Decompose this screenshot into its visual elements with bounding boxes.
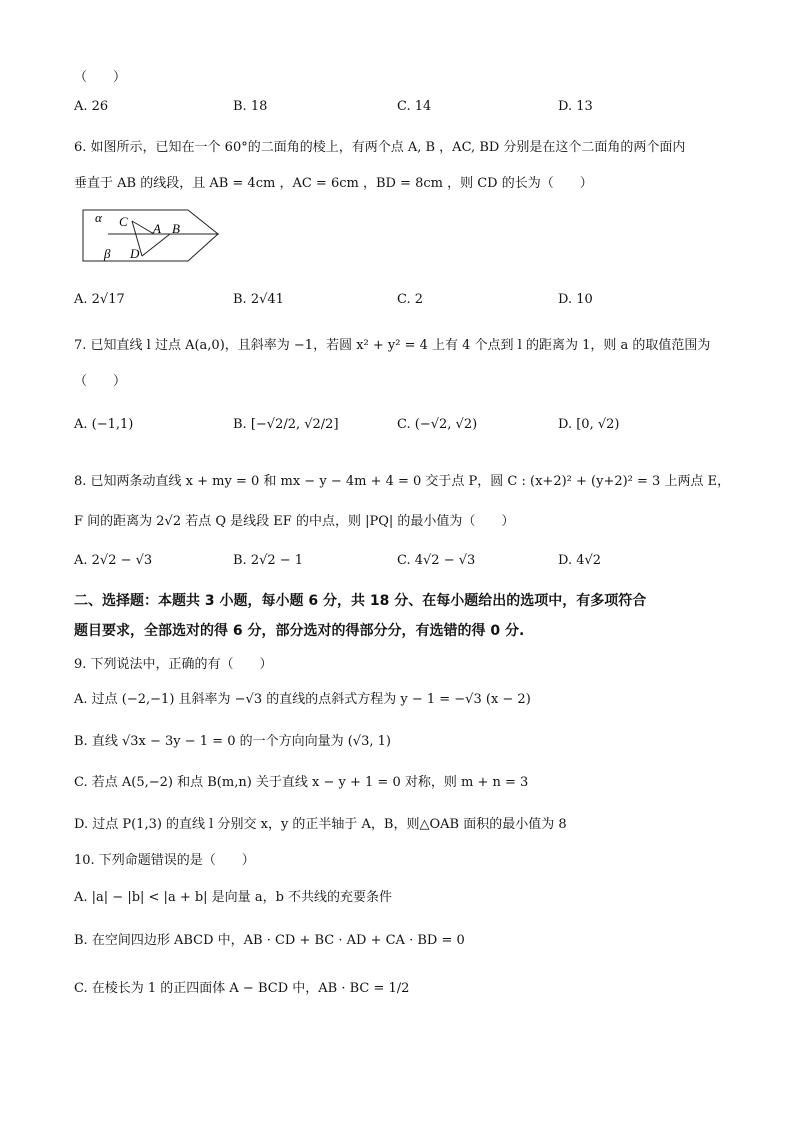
segment-db [142, 234, 170, 256]
q5-option-a: A. 26 [74, 99, 109, 114]
q8-stem-line1: 8. 已知两条动直线 x + my = 0 和 mx − y − 4m + 4 = 0 交于点 P，圆 C : (x+2)² + (y+2)² = 3 上两点 E， [74, 474, 731, 489]
q8-stem-line2: F 间的距离为 2√2 若点 Q 是线段 EF 的中点，则 |PQ| 的最小值为（ ） [74, 514, 515, 529]
q5-option-b: B. 18 [233, 99, 268, 114]
q5-bracket: （ ） [74, 70, 127, 85]
q8-option-d: D. 4√2 [558, 553, 602, 568]
q9-option-a: A. 过点 (−2,−1) 且斜率为 −√3 的直线的点斜式方程为 y − 1 = −√3 (x − 2) [74, 692, 531, 707]
dihedral-angle-diagram [78, 206, 224, 266]
q6-stem-line1: 6. 如图所示，已知在一个 60°的二面角的棱上，有两个点 A, B ，AC, BD 分别是在这个二面角的两个面内 [74, 140, 686, 155]
q9-option-c: C. 若点 A(5,−2) 和点 B(m,n) 关于直线 x − y + 1 = 0 对称，则 m + n = 3 [74, 775, 529, 790]
dihedral-angle-figure [78, 206, 224, 270]
q9-option-b: B. 直线 √3x − 3y − 1 = 0 的一个方向向量为 (√3, 1) [74, 734, 391, 749]
section2-heading-line1: 二、选择题：本题共 3 小题，每小题 6 分，共 18 分、在每小题给出的选项中，有多项符合 [74, 593, 647, 609]
label-d: D [130, 246, 140, 261]
q6-option-a: A. 2√17 [74, 292, 125, 307]
q6-option-d: D. 10 [558, 292, 593, 307]
section2-heading-line2: 题目要求，全部选对的得 6 分，部分选对的得部分分，有选错的得 0 分. [74, 623, 525, 639]
q8-option-a: A. 2√2 − √3 [74, 553, 153, 568]
q10-stem: 10. 下列命题错误的是（ ） [74, 853, 255, 868]
q5-option-c: C. 14 [397, 99, 432, 114]
q7-stem-line2: （ ） [74, 374, 127, 389]
q7-option-c: C. (−√2, √2) [397, 417, 478, 432]
q7-option-b: B. [−√2/2, √2/2] [233, 417, 339, 432]
q10-option-b: B. 在空间四边形 ABCD 中，AB · CD + BC · AD + CA · BD = 0 [74, 933, 465, 948]
q6-option-c: C. 2 [397, 292, 424, 307]
q5-option-d: D. 13 [558, 99, 593, 114]
label-alpha: α [95, 210, 102, 225]
q7-option-d: D. [0, √2) [558, 417, 620, 432]
label-beta: β [104, 246, 111, 261]
label-a: A [153, 221, 161, 236]
q6-option-b: B. 2√41 [233, 292, 284, 307]
q6-stem-line2: 垂直于 AB 的线段，且 AB = 4cm ，AC = 6cm ，BD = 8cm ，则 CD 的长为（ ） [74, 176, 593, 191]
label-b: B [172, 221, 180, 236]
q10-option-a: A. |a| − |b| < |a + b| 是向量 a，b 不共线的充要条件 [74, 890, 393, 905]
q8-option-b: B. 2√2 − 1 [233, 553, 304, 568]
label-c: C [119, 214, 128, 229]
q9-stem: 9. 下列说法中，正确的有（ ） [74, 657, 273, 672]
q9-option-d: D. 过点 P(1,3) 的直线 l 分别交 x，y 的正半轴于 A，B，则△OAB 面积的最小值为 8 [74, 817, 567, 832]
q8-option-c: C. 4√2 − √3 [397, 553, 476, 568]
q7-option-a: A. (−1,1) [74, 417, 134, 432]
q10-option-c: C. 在棱长为 1 的正四面体 A − BCD 中，AB · BC = 1/2 [74, 981, 410, 996]
q7-stem-line1: 7. 已知直线 l 过点 A(a,0)，且斜率为 −1，若圆 x² + y² = 4 上有 4 个点到 l 的距离为 1，则 a 的取值范围为 [74, 338, 711, 353]
